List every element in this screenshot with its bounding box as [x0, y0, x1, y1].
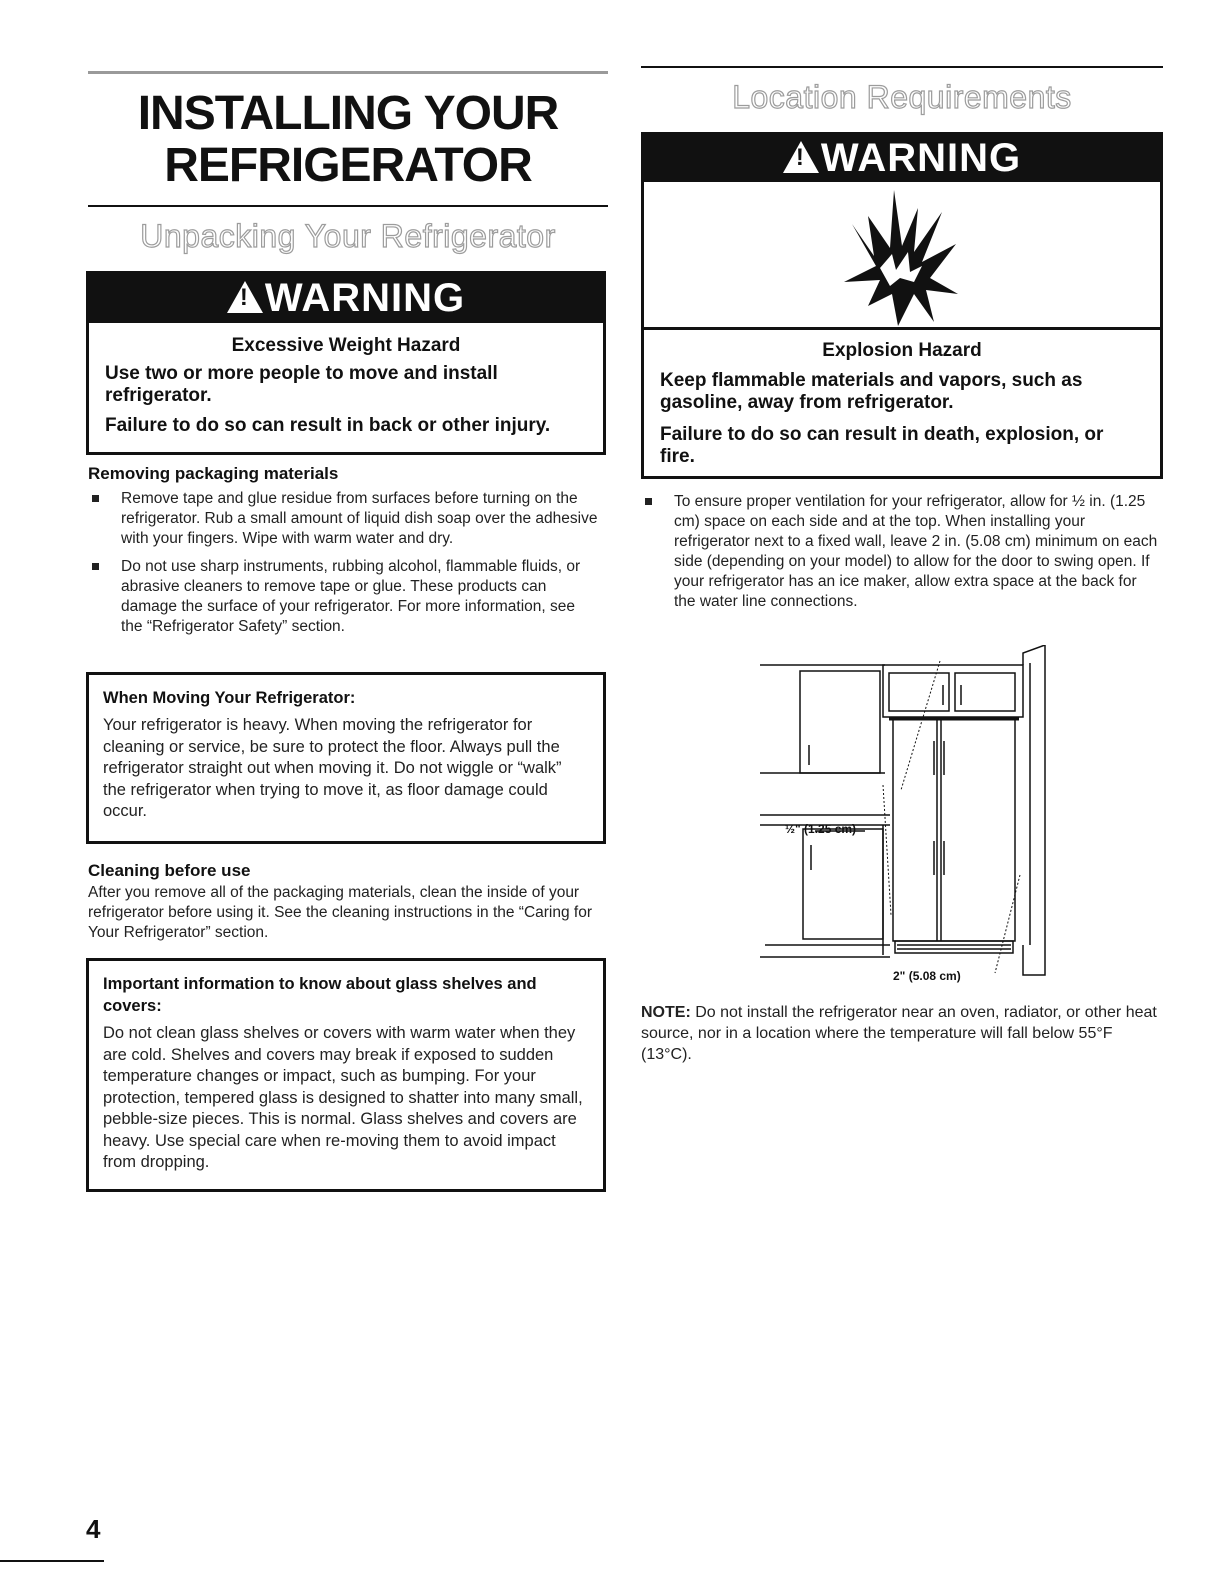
removing-list [88, 489, 600, 637]
footer-rule [0, 1560, 104, 1562]
page-title-line1: INSTALLING YOUR [137, 87, 559, 140]
explosion-icon-panel [641, 182, 1163, 330]
location-section-title: Location Requirements [732, 79, 1072, 115]
location-list [641, 492, 1161, 612]
cleaning-body: After you remove all of the packaging materials, clean the inside of your refrigerator before using it. See the cleaning instructions in the “Caring for Your Refrigerator” section. [88, 884, 593, 941]
location-top-rule [641, 66, 1163, 68]
hazard-title: Excessive Weight Hazard [231, 335, 461, 356]
bullet-icon [645, 498, 652, 505]
explosion-warning-box [641, 132, 1163, 482]
location-note [641, 1002, 1163, 1065]
diagram-label-top: ½" (1.25 cm) [785, 822, 857, 836]
warning-triangle-icon [227, 281, 263, 313]
page-title [88, 88, 608, 192]
glass-info-box [86, 958, 606, 1192]
hazard-instruction: Use two or more people to move and install refrigerator. [105, 363, 498, 406]
diagram-label-bottom: 2" (5.08 cm) [893, 969, 961, 983]
warning-header [641, 132, 1163, 182]
list-item [88, 489, 600, 549]
cleaning-heading: Cleaning before use [88, 861, 251, 880]
page-title-line2: REFRIGERATOR [164, 139, 532, 192]
page-number: 4 [86, 1514, 101, 1544]
unpacking-top-rule [88, 205, 608, 207]
explosion-icon [834, 186, 974, 326]
hazard-title: Explosion Hazard [822, 340, 982, 361]
warning-header [86, 271, 606, 323]
weight-warning-box [86, 271, 606, 455]
glass-box-body: Do not clean glass shelves or covers with warm water when they are cold. Shelves and covers may break if exposed to sudden temperature changes or impact, such as bumping. For your protection, tempered glass is designed to shatter into many small, pebble-size pieces. This is normal. Glass shelves and covers are heavy. Use special care when re-moving them to avoid impact from dropping. [103, 1024, 583, 1171]
list-item [641, 492, 1161, 612]
unpacking-section-title: Unpacking Your Refrigerator [140, 218, 556, 254]
warning-body [641, 327, 1163, 479]
bullet-icon [92, 563, 99, 570]
list-item-text: To ensure proper ventilation for your refrigerator, allow for ½ in. (1.25 cm) space on each side and at the top. When installing your refrigerator next to a fixed wall, leave 2 in. (5.08 cm) minimum on each side (depending on your model) to allow for the door to swing open. If your refrigerator has an ice maker, allow extra space at the back for the water line connections. [674, 493, 1158, 610]
glass-box-title: Important information to know about glass shelves and covers: [103, 975, 537, 1015]
list-item-text: Do not use sharp instruments, rubbing alcohol, flammable fluids, or abrasive cleaners to remove tape or glue. These products can damage the surface of your refrigerator. For more information, see the “Refrigerator Safety” section. [121, 558, 581, 635]
hazard-instruction: Keep flammable materials and vapors, such as gasoline, away from refrigerator. [660, 370, 1083, 413]
removing-heading: Removing packaging materials [88, 464, 339, 483]
moving-box-body: Your refrigerator is heavy. When moving the refrigerator for cleaning or service, be sure to protect the floor. Always pull the refrigerator straight out when moving it. Do not wiggle or “walk” the refrigerator when trying to move it, as floor damage could occur. [103, 716, 562, 820]
moving-box-title: When Moving Your Refrigerator: [103, 689, 356, 707]
warning-body [86, 323, 606, 455]
list-item [88, 557, 600, 637]
bullet-icon [92, 495, 99, 502]
note-label: NOTE: [641, 1004, 691, 1021]
warning-label: WARNING [820, 136, 1022, 180]
moving-info-box [86, 672, 606, 844]
clearance-diagram-svg [755, 645, 1055, 985]
header-top-rule [88, 71, 608, 74]
clearance-diagram [755, 645, 1055, 985]
warning-label: WARNING [264, 276, 466, 320]
warning-triangle-icon [783, 141, 819, 173]
hazard-consequence: Failure to do so can result in death, explosion, or fire. [660, 424, 1104, 467]
hazard-consequence: Failure to do so can result in back or other injury. [105, 415, 551, 436]
note-text: Do not install the refrigerator near an oven, radiator, or other heat source, nor in a location where the temperature will fall below 55°F (13°C). [641, 1004, 1157, 1063]
list-item-text: Remove tape and glue residue from surfaces before turning on the refrigerator. Rub a small amount of liquid dish soap over the adhesive with your fingers. Wipe with warm water and dry. [121, 490, 598, 547]
